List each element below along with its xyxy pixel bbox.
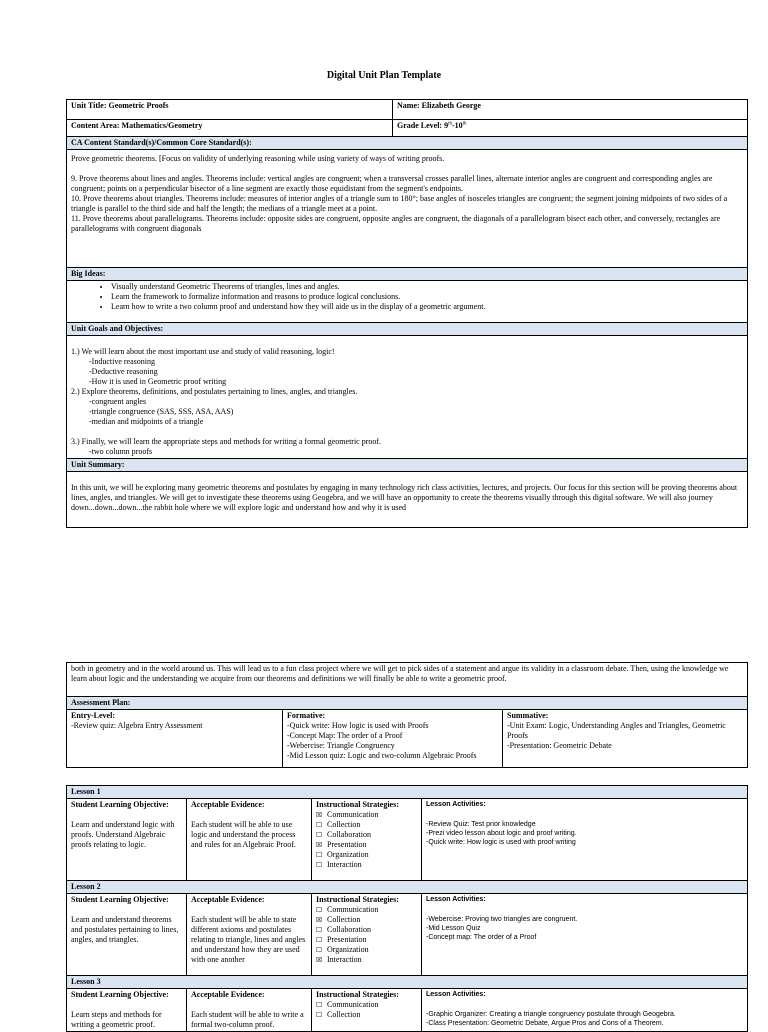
strategy-presentation-checkbox: ☒ Presentation <box>316 840 367 849</box>
lesson-2-strategies: Instructional Strategies: ☐ Communication ☒ Collection ☐ Collaboration ☐ Presentation ☐ Organization ☒ Interaction <box>312 894 422 976</box>
strategy-collection-checkbox: ☐ Collection <box>316 1010 361 1019</box>
standards-header: CA Content Standard(s)/Common Core Standard(s): <box>67 137 748 150</box>
lesson-3-evidence: Acceptable Evidence: Each student will be able to write a formal two-column proof. <box>187 989 312 1032</box>
lesson-3-objective: Student Learning Objective: Learn steps and methods for writing a geometric proof. <box>67 989 187 1032</box>
lesson-3-header: Lesson 3 <box>67 976 748 989</box>
strategy-collaboration-checkbox: ☐ Collaboration <box>316 830 371 839</box>
big-ideas-header: Big Ideas: <box>67 268 748 281</box>
strategy-organization-checkbox: ☐ Organization <box>316 945 369 954</box>
big-idea-item: • Learn how to write a two column proof and understand how they will aide us in the display of a geometric argument. <box>111 302 743 312</box>
name-cell: Name: Elizabeth George <box>393 100 748 120</box>
lesson-1-activities: Lesson Activities: -Review Quiz: Test prior knowledge -Prezi video lesson about logic and proof writing. -Quick write: How logic is used with proof writing <box>422 799 748 881</box>
unit-title-cell: Unit Title: Geometric Proofs <box>67 100 393 120</box>
strategy-presentation-checkbox: ☐ Presentation <box>316 935 367 944</box>
summative-cell: Summative: -Unit Exam: Logic, Understanding Angles and Triangles, Geometric Proofs -Presentation: Geometric Debate <box>503 710 748 768</box>
strategy-communication-checkbox: ☒ Communication <box>316 810 379 819</box>
unit-plan-table-page-2 <box>66 662 748 768</box>
summary-body-page-1: In this unit, we will be exploring many geometric theorems and postulates by engaging in many technology rich class activities, lectures, and projects. Our focus for this section will be proving theorems about lines, angles, and triangles. We will get to investigate these theorems using Geogebra, and we will have an opportunity to create the theorems visually through this digital software. We will also journey down...down...down...the rabbit hole where we will explore logic and understand how and why it is used <box>67 472 748 528</box>
goals-body: 1.) We will learn about the most important use and study of valid reasoning, logic! -Inductive reasoning -Deductive reasoning -How it is used in Geometric proof writing 2.) Explore theorems, definitions, and postulates pertaining to lines, angles, and triangles. -congruent angles -triangle congruence (SAS, SSS, ASA, AAS) -median and midpoints of a triangle 3.) Finally, we will learn the appropriate steps and methods for writing a formal geometric proof. -two column proofs <box>67 336 748 459</box>
strategy-interaction-checkbox: ☒ Interaction <box>316 955 362 964</box>
lesson-3-strategies: Instructional Strategies: ☐ Communication ☐ Collection <box>312 989 422 1032</box>
lessons-table <box>66 785 748 1032</box>
big-idea-item: • Learn the framework to formalize information and reasons to produce logical conclusions. <box>111 292 743 302</box>
grade-level-cell: Grade Level: 9th-10th <box>393 120 748 137</box>
strategy-communication-checkbox: ☐ Communication <box>316 905 379 914</box>
lesson-2-objective: Student Learning Objective: Learn and understand theorems and postulates pertaining to lines, angles, and triangles. <box>67 894 187 976</box>
summary-header: Unit Summary: <box>67 459 748 472</box>
lesson-1-strategies: Instructional Strategies: ☒ Communication ☐ Collection ☐ Collaboration ☒ Presentation ☐ Organization ☐ Interaction <box>312 799 422 881</box>
summary-body-page-2: both in geometry and in the world around us. This will lead us to a fun class project where we will get to pick sides of a statement and argue its validity in a classroom debate. Then, using the knowledge we learn about logic and the understanding we acquire from our theorems and definitions we will finally be able to write a geometric proof. <box>67 663 748 697</box>
goals-header: Unit Goals and Objectives: <box>67 323 748 336</box>
strategy-organization-checkbox: ☐ Organization <box>316 850 369 859</box>
lesson-2-header: Lesson 2 <box>67 881 748 894</box>
strategy-collection-checkbox: ☐ Collection <box>316 820 361 829</box>
entry-level-cell: Entry-Level: -Review quiz: Algebra Entry Assessment <box>67 710 283 768</box>
lesson-2-activities: Lesson Activities: -Webercise: Proving two triangles are congruent. -Mid Lesson Quiz -Concept map: The order of a Proof <box>422 894 748 976</box>
standards-body: Prove geometric theorems. [Focus on validity of underlying reasoning while using variety of ways of writing proofs. 9. Prove theorems about lines and angles. Theorems include: vertical angles are congruent; when a transversal crosses parallel lines, alternate interior angles are congruent and corresponding angles are congruent; points on a perpendicular bisector of a line segment are exactly those equidistant from the segment's endpoints. 10. Prove theorems about triangles. Theorems include: measures of interior angles of a triangle sum to 180°; base angles of isosceles triangles are congruent; the segment joining midpoints of two sides of a triangle is parallel to the third side and half the length; the medians of a triangle meet at a point. 11. Prove theorems about parallelograms. Theorems include: opposite sides are congruent, opposite angles are congruent, the diagonals of a parallelogram bisect each other, and conversely, rectangles are parallelograms with congruent diagonals <box>67 150 748 268</box>
content-area-cell: Content Area: Mathematics/Geometry <box>67 120 393 137</box>
formative-cell: Formative: -Quick write: How logic is used with Proofs -Concept Map: The order of a Proof -Webercise: Triangle Congruency -Mid Lesson quiz: Logic and two-column Algebraic Proofs <box>283 710 503 768</box>
strategy-communication-checkbox: ☐ Communication <box>316 1000 379 1009</box>
unit-plan-table-page-1 <box>66 99 748 528</box>
assessment-header: Assessment Plan: <box>67 697 748 710</box>
big-ideas-body <box>67 281 748 323</box>
lesson-3-activities: Lesson Activities: -Graphic Organizer: Creating a triangle congruency postulate through Geogebra. -Class Presentation: Geometric Debate, Argue Pros and Cons of a Theorem. <box>422 989 748 1032</box>
lesson-1-objective: Student Learning Objective: Learn and understand logic with proofs. Understand Algebraic proofs relating to logic. <box>67 799 187 881</box>
document-title: Digital Unit Plan Template <box>326 70 442 81</box>
strategy-interaction-checkbox: ☐ Interaction <box>316 860 362 869</box>
lesson-2-evidence: Acceptable Evidence: Each student will be able to state different axioms and postulates relating to triangle, lines and angles and understand how they are used with one another <box>187 894 312 976</box>
lesson-1-evidence: Acceptable Evidence: Each student will be able to use logic and understand the process and rules for an Algebraic Proof. <box>187 799 312 881</box>
big-ideas-list <box>71 282 743 312</box>
lesson-1-header: Lesson 1 <box>67 786 748 799</box>
strategy-collection-checkbox: ☒ Collection <box>316 915 361 924</box>
strategy-collaboration-checkbox: ☐ Collaboration <box>316 925 371 934</box>
big-idea-item: • Visually understand Geometric Theorems of triangles, lines and angles. <box>111 282 743 292</box>
